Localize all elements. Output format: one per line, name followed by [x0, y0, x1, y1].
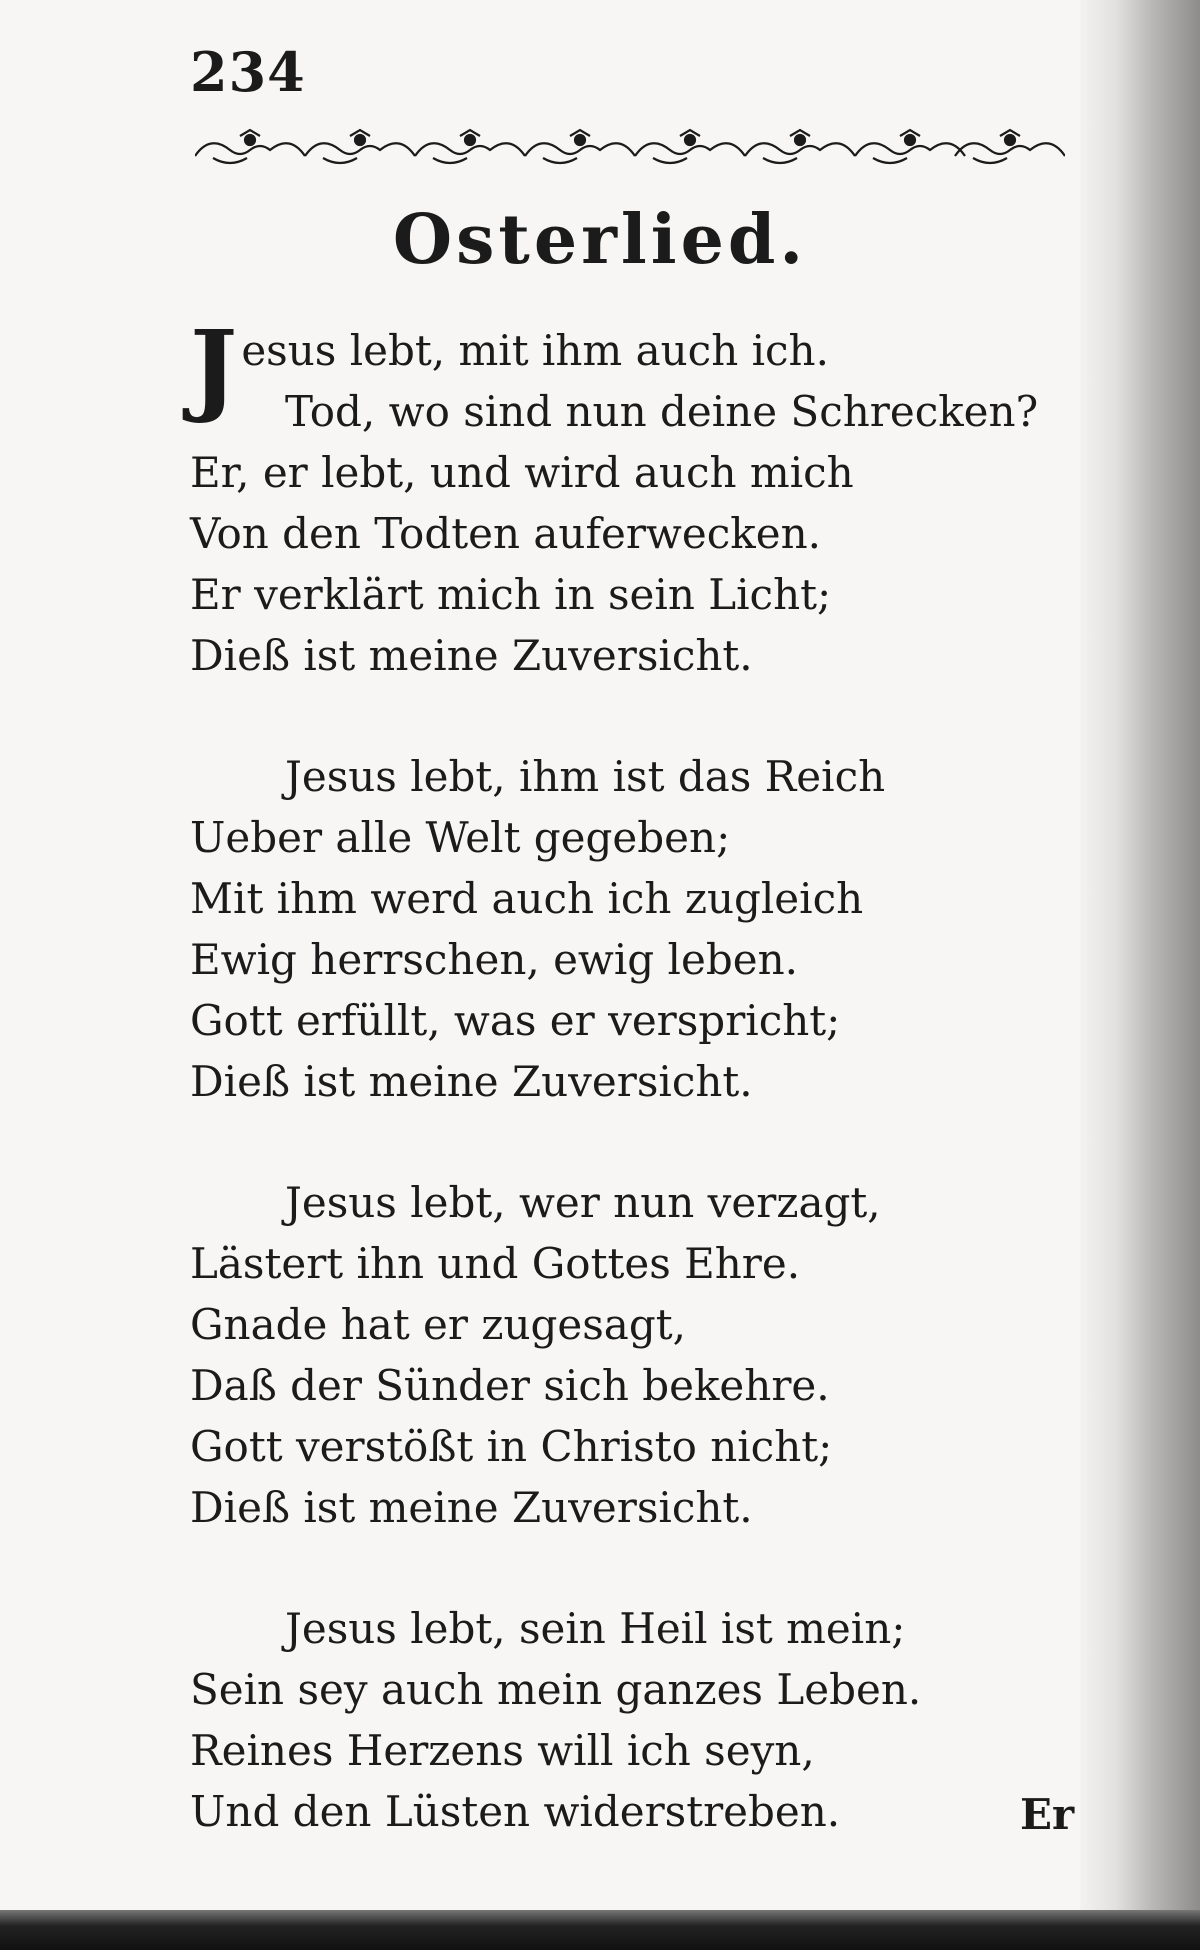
page-gutter: [1080, 0, 1200, 1910]
poem-line: Er verklärt mich in sein Licht;: [190, 570, 832, 619]
poem-line: Und den Lüsten widerstreben.: [190, 1787, 841, 1836]
poem-title: Osterlied.: [392, 200, 808, 280]
poem-line: Sein sey auch mein ganzes Leben.: [190, 1665, 922, 1714]
page-bottom-edge: [0, 1910, 1200, 1950]
poem-line: Jesus lebt, wer nun verzagt,: [285, 1178, 881, 1227]
stanza: [190, 308, 1050, 686]
catchword: Er: [1020, 1790, 1075, 1839]
page-number: 234: [190, 40, 306, 104]
poem-line: Dieß ist meine Zuversicht.: [190, 631, 753, 680]
ornament-border: [195, 128, 1065, 172]
poem-line: Gott verstößt in Christo nicht;: [190, 1422, 833, 1471]
poem-line: Daß der Sünder sich bekehre.: [190, 1361, 830, 1410]
poem-line: Ewig herrschen, ewig leben.: [190, 935, 798, 984]
poem-line: Lästert ihn und Gottes Ehre.: [190, 1239, 801, 1288]
poem-line-text: esus lebt, mit ihm auch ich.: [241, 326, 829, 375]
stanza: [190, 1172, 1050, 1538]
poem-line: Dieß ist meine Zuversicht.: [190, 1057, 753, 1106]
stanza: [190, 746, 1050, 1112]
poem-line: Dieß ist meine Zuversicht.: [190, 1483, 753, 1532]
stanza: [190, 1598, 1050, 1842]
poem-line: Von den Todten auferwecken.: [190, 509, 821, 558]
poem-line: Jesus lebt, ihm ist das Reich: [285, 752, 886, 801]
drop-cap: J: [190, 308, 238, 426]
poem-line: Gnade hat er zugesagt,: [190, 1300, 686, 1349]
poem-line: Reines Herzens will ich seyn,: [190, 1726, 815, 1775]
poem-line: Er, er lebt, und wird auch mich: [190, 448, 854, 497]
poem-line: Ueber alle Welt gegeben;: [190, 813, 731, 862]
poem-line: Tod, wo sind nun deine Schrecken?: [285, 387, 1039, 436]
poem-body: [190, 308, 1050, 1902]
poem-line: Mit ihm werd auch ich zugleich: [190, 874, 864, 923]
poem-line: Gott erfüllt, was er verspricht;: [190, 996, 841, 1045]
poem-line: Jesus lebt, sein Heil ist mein;: [285, 1604, 906, 1653]
